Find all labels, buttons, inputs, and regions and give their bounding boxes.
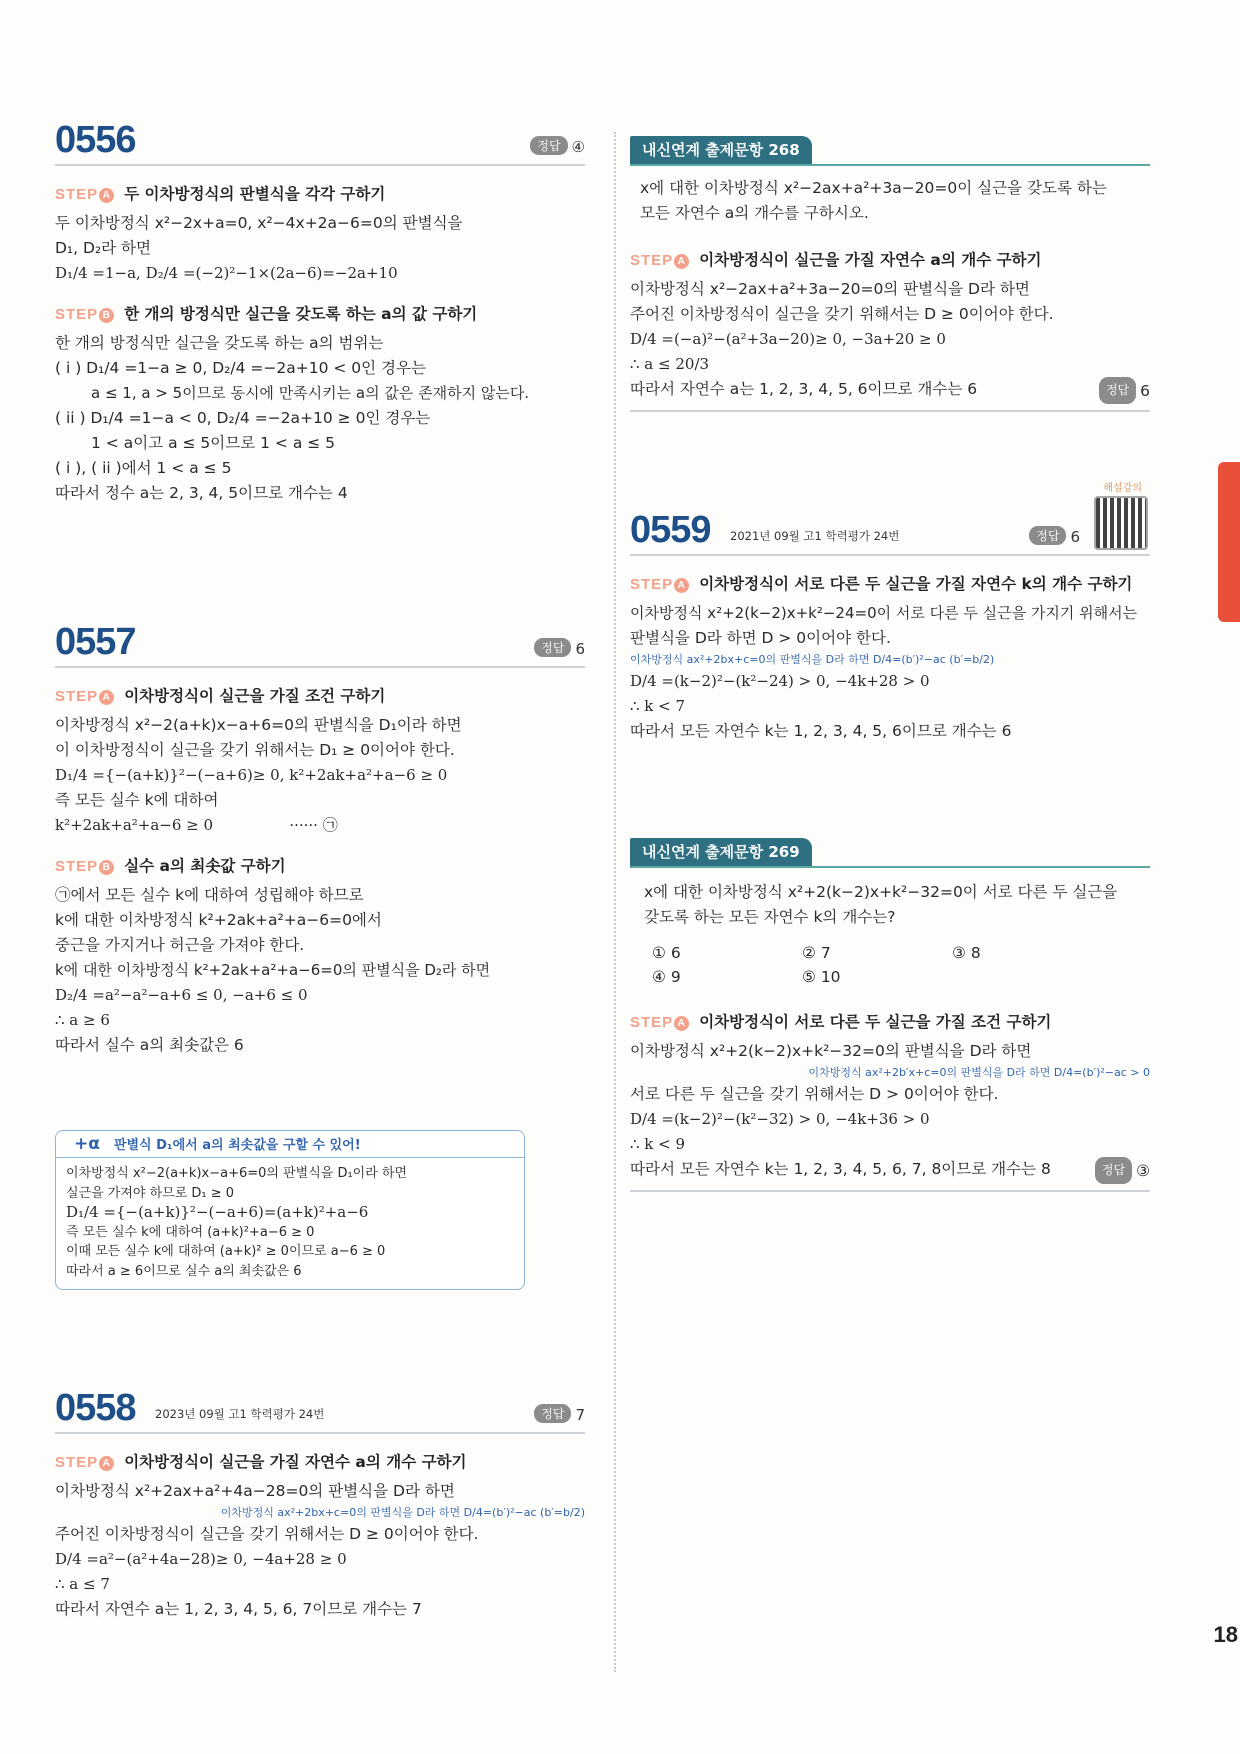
- tip-box: [55, 1130, 525, 1290]
- solution-line: D₁, D₂라 하면: [55, 239, 151, 257]
- formula-line: D₁/4 =1−a, D₂/4 =(−2)²−1×(2a−6)=−2a+10: [55, 264, 398, 282]
- answer-value: ④: [571, 138, 585, 156]
- problem-header: [630, 483, 1150, 556]
- problem-number: 0556: [55, 119, 136, 161]
- formula-line: ∴ a ≤ 7: [55, 1575, 110, 1593]
- answer-value: 6: [1070, 528, 1080, 546]
- problem-header: [55, 620, 585, 668]
- solution-line: 판별식을 D라 하면 D > 0이어야 한다.: [630, 629, 891, 647]
- banner-label: 내신연계 출제문항 269: [630, 838, 812, 866]
- formula-line: ∴ k < 9: [630, 1135, 686, 1153]
- question-line: 갖도록 하는 모든 자연수 k의 개수는?: [644, 908, 896, 926]
- banner-label: 내신연계 출제문항 268: [630, 136, 812, 164]
- question-line: x에 대한 이차방정식 x²+2(k−2)x+k²−32=0이 서로 다른 두 실근을: [644, 883, 1118, 901]
- solution-line: 즉 모든 실수 k에 대하여: [55, 791, 219, 809]
- step-a-heading: STEP A 이차방정식이 실근을 가질 자연수 a의 개수 구하기: [630, 251, 1042, 269]
- answer-tag: 정답: [1029, 526, 1066, 545]
- problem-source: 2021년 09월 고1 학력평가 24번: [730, 529, 900, 543]
- answer-tag: 정답: [1095, 1157, 1132, 1184]
- solution-line: 따라서 자연수 a는 1, 2, 3, 4, 5, 6이므로 개수는 6 정답 6: [630, 377, 1150, 402]
- linked-problem-banner: [630, 838, 1150, 868]
- problem-0557: [55, 620, 585, 1279]
- answer-value: 6: [1140, 382, 1150, 400]
- step-a-heading: STEP A 이차방정식이 실근을 가질 조건 구하기: [55, 687, 386, 705]
- hint-note: 이차방정식 ax²+2bx+c=0의 판별식을 D라 하면 D/4=(b′)²−ac (b′=b/2): [220, 1506, 585, 1519]
- tip-line: 실근을 가져야 하므로 D₁ ≥ 0: [66, 1185, 235, 1201]
- step-label: STEP A: [55, 186, 114, 203]
- choice-5[interactable]: ⑤ 10: [802, 968, 841, 986]
- answer-badge: [534, 638, 585, 658]
- hint-note: 이차방정식 ax²+2b′x+c=0의 판별식을 D라 하면 D/4=(b′)²−ac > 0: [808, 1066, 1150, 1079]
- problem-number: 0557: [55, 621, 136, 663]
- tip-line: 이때 모든 실수 k에 대하여 (a+k)² ≥ 0이므로 a−6 ≥ 0: [66, 1244, 386, 1259]
- linked-problem-269: [630, 838, 1150, 1192]
- solution-line: 따라서 자연수 a는 1, 2, 3, 4, 5, 6, 7이므로 개수는 7: [55, 1600, 422, 1618]
- tip-line: 이차방정식 x²−2(a+k)x−a+6=0의 판별식을 D₁이라 하면: [66, 1166, 408, 1181]
- tip-box-body: [56, 1157, 524, 1289]
- answer-tag: 정답: [534, 1404, 571, 1423]
- solution-line: 두 이차방정식 x²−2x+a=0, x²−4x+2a−6=0의 판별식을: [55, 214, 463, 232]
- solution-line: 따라서 실수 a의 최솟값은 6: [55, 1036, 244, 1054]
- solution-line: 이차방정식 x²+2ax+a²+4a−28=0의 판별식을 D라 하면: [55, 1482, 455, 1500]
- tip-formula: D₁/4 ={−(a+k)}²−(−a+6)=(a+k)²+a−6: [66, 1203, 369, 1221]
- solution-line: k에 대한 이차방정식 k²+2ak+a²+a−6=0의 판별식을 D₂라 하면: [55, 961, 491, 979]
- solution-line: 이차방정식 x²−2(a+k)x−a+6=0의 판별식을 D₁이라 하면: [55, 716, 462, 734]
- problem-source: 2023년 09월 고1 학력평가 24번: [155, 1407, 325, 1421]
- linked-problem-268: [630, 136, 1150, 412]
- answer-tag: 정답: [1099, 377, 1136, 404]
- solution-line: 주어진 이차방정식이 실근을 갖기 위해서는 D ≥ 0이어야 한다.: [630, 305, 1054, 323]
- tip-box-header: [56, 1131, 524, 1157]
- step-b-heading: STEP B 한 개의 방정식만 실근을 갖도록 하는 a의 값 구하기: [55, 305, 478, 323]
- answer-badge: [1095, 1157, 1150, 1184]
- solution-line: 1 < a이고 a ≤ 5이므로 1 < a ≤ 5: [91, 434, 336, 452]
- choice-2[interactable]: ② 7: [802, 944, 831, 962]
- step-label: STEP A: [630, 252, 689, 269]
- formula-line: D₂/4 =a²−a²−a+6 ≤ 0, −a+6 ≤ 0: [55, 986, 308, 1004]
- step-label: STEP A: [630, 576, 689, 593]
- answer-value: ③: [1136, 1162, 1150, 1180]
- answer-choices: [652, 944, 1150, 986]
- solution-line: ( ii ) D₁/4 =1−a < 0, D₂/4 =−2a+10 ≥ 0인 경우는: [55, 409, 431, 427]
- solution-line: ( i ), ( ii )에서 1 < a ≤ 5: [55, 459, 232, 477]
- answer-value: 7: [575, 1406, 585, 1424]
- formula-line: D₁/4 ={−(a+k)}²−(−a+6)≥ 0, k²+2ak+a²+a−6 ≥ 0: [55, 766, 448, 784]
- formula-line: D/4 =a²−(a²+4a−28)≥ 0, −4a+28 ≥ 0: [55, 1550, 347, 1568]
- solution-line: 서로 다른 두 실근을 갖기 위해서는 D > 0이어야 한다.: [630, 1085, 999, 1103]
- problem-number: 0558: [55, 1387, 136, 1429]
- plus-alpha-icon: +α: [74, 1134, 100, 1154]
- linked-problem-banner: [630, 136, 1150, 166]
- step-b-heading: STEP B 실수 a의 최솟값 구하기: [55, 857, 286, 875]
- choice-4[interactable]: ④ 9: [652, 968, 681, 986]
- problem-0559: [630, 483, 1150, 744]
- page-number: 18: [1213, 1622, 1238, 1647]
- solution-line: ㉠에서 모든 실수 k에 대하여 성립해야 하므로: [55, 886, 364, 904]
- solution-line: 이차방정식 x²−2ax+a²+3a−20=0의 판별식을 D라 하면: [630, 280, 1030, 298]
- solution-line: a ≤ 1, a > 5이므로 동시에 만족시키는 a의 값은 존재하지 않는다.: [91, 384, 530, 402]
- step-a-heading: STEP A 이차방정식이 서로 다른 두 실근을 가질 자연수 k의 개수 구하기: [630, 575, 1133, 593]
- solution-line: 한 개의 방정식만 실근을 갖도록 하는 a의 범위는: [55, 334, 384, 352]
- column-divider: [614, 132, 616, 1672]
- answer-badge: [1099, 377, 1150, 404]
- problem-0556: [55, 118, 585, 506]
- problem-0558: [55, 1386, 585, 1622]
- question-line: x에 대한 이차방정식 x²−2ax+a²+3a−20=0이 실근을 갖도록 하는: [640, 179, 1107, 197]
- solution-line: 따라서 정수 a는 2, 3, 4, 5이므로 개수는 4: [55, 484, 348, 502]
- solution-line: ( i ) D₁/4 =1−a ≥ 0, D₂/4 =−2a+10 < 0인 경우는: [55, 359, 426, 377]
- solution-line: 중근을 가지거나 허근을 가져야 한다.: [55, 936, 305, 954]
- step-label: STEP B: [55, 858, 114, 875]
- step-a-heading: STEP A 이차방정식이 실근을 가질 자연수 a의 개수 구하기: [55, 1453, 467, 1471]
- question-line: 모든 자연수 a의 개수를 구하시오.: [640, 204, 869, 222]
- formula-line: k²+2ak+a²+a−6 ≥ 0 ······ ㉠: [55, 816, 338, 834]
- chapter-side-tab[interactable]: [1218, 462, 1240, 622]
- answer-value: 6: [575, 640, 585, 658]
- qr-label: 해설강의: [1103, 483, 1142, 494]
- solution-line: 주어진 이차방정식이 실근을 갖기 위해서는 D ≥ 0이어야 한다.: [55, 1525, 479, 1543]
- problem-number: 0559: [630, 509, 711, 551]
- answer-badge: [530, 136, 585, 156]
- solution-line: 이차방정식 x²+2(k−2)x+k²−24=0이 서로 다른 두 실근을 가지기 위해서는: [630, 604, 1138, 622]
- hint-note: 이차방정식 ax²+2bx+c=0의 판별식을 D라 하면 D/4=(b′)²−ac (b′=b/2): [630, 653, 995, 666]
- step-label: STEP B: [55, 306, 114, 323]
- answer-badge: [534, 1404, 585, 1424]
- formula-line: D/4 =(k−2)²−(k²−24) > 0, −4k+28 > 0: [630, 672, 930, 690]
- solution-line: 이차방정식 x²+2(k−2)x+k²−32=0의 판별식을 D라 하면: [630, 1042, 1032, 1060]
- formula-line: ∴ k < 7: [630, 697, 686, 715]
- step-label: STEP A: [630, 1014, 689, 1031]
- step-label: STEP A: [55, 1454, 114, 1471]
- qr-code-icon[interactable]: [1094, 496, 1148, 550]
- answer-badge: [1029, 526, 1080, 546]
- formula-line: ∴ a ≤ 20/3: [630, 355, 710, 373]
- problem-header: [55, 118, 585, 166]
- formula-line: D/4 =(−a)²−(a²+3a−20)≥ 0, −3a+20 ≥ 0: [630, 330, 946, 348]
- tip-title: 판별식 D₁에서 a의 최솟값을 구할 수 있어!: [113, 1138, 361, 1153]
- answer-tag: 정답: [530, 136, 567, 155]
- step-a-heading: STEP A 이차방정식이 서로 다른 두 실근을 가질 조건 구하기: [630, 1013, 1052, 1031]
- formula-line: ∴ a ≥ 6: [55, 1011, 110, 1029]
- solution-line: 따라서 모든 자연수 k는 1, 2, 3, 4, 5, 6, 7, 8이므로 개수는 8 정답 ③: [630, 1157, 1150, 1182]
- section-rule: [630, 1190, 1150, 1192]
- tip-line: 따라서 a ≥ 6이므로 실수 a의 최솟값은 6: [66, 1263, 302, 1279]
- step-label: STEP A: [55, 688, 114, 705]
- section-rule: [630, 410, 1150, 412]
- tip-line: 즉 모든 실수 k에 대하여 (a+k)²+a−6 ≥ 0: [66, 1224, 315, 1240]
- formula-line: D/4 =(k−2)²−(k²−32) > 0, −4k+36 > 0: [630, 1110, 930, 1128]
- solution-line: k에 대한 이차방정식 k²+2ak+a²+a−6=0에서: [55, 911, 382, 929]
- solution-line: 이 이차방정식이 실근을 갖기 위해서는 D₁ ≥ 0이어야 한다.: [55, 741, 455, 759]
- choice-1[interactable]: ① 6: [652, 944, 681, 962]
- solution-line: 따라서 모든 자연수 k는 1, 2, 3, 4, 5, 6이므로 개수는 6: [630, 722, 1012, 740]
- step-a-heading: STEP A 두 이차방정식의 판별식을 각각 구하기: [55, 185, 386, 203]
- answer-tag: 정답: [534, 638, 571, 657]
- choice-3[interactable]: ③ 8: [952, 944, 981, 962]
- problem-header: [55, 1386, 585, 1434]
